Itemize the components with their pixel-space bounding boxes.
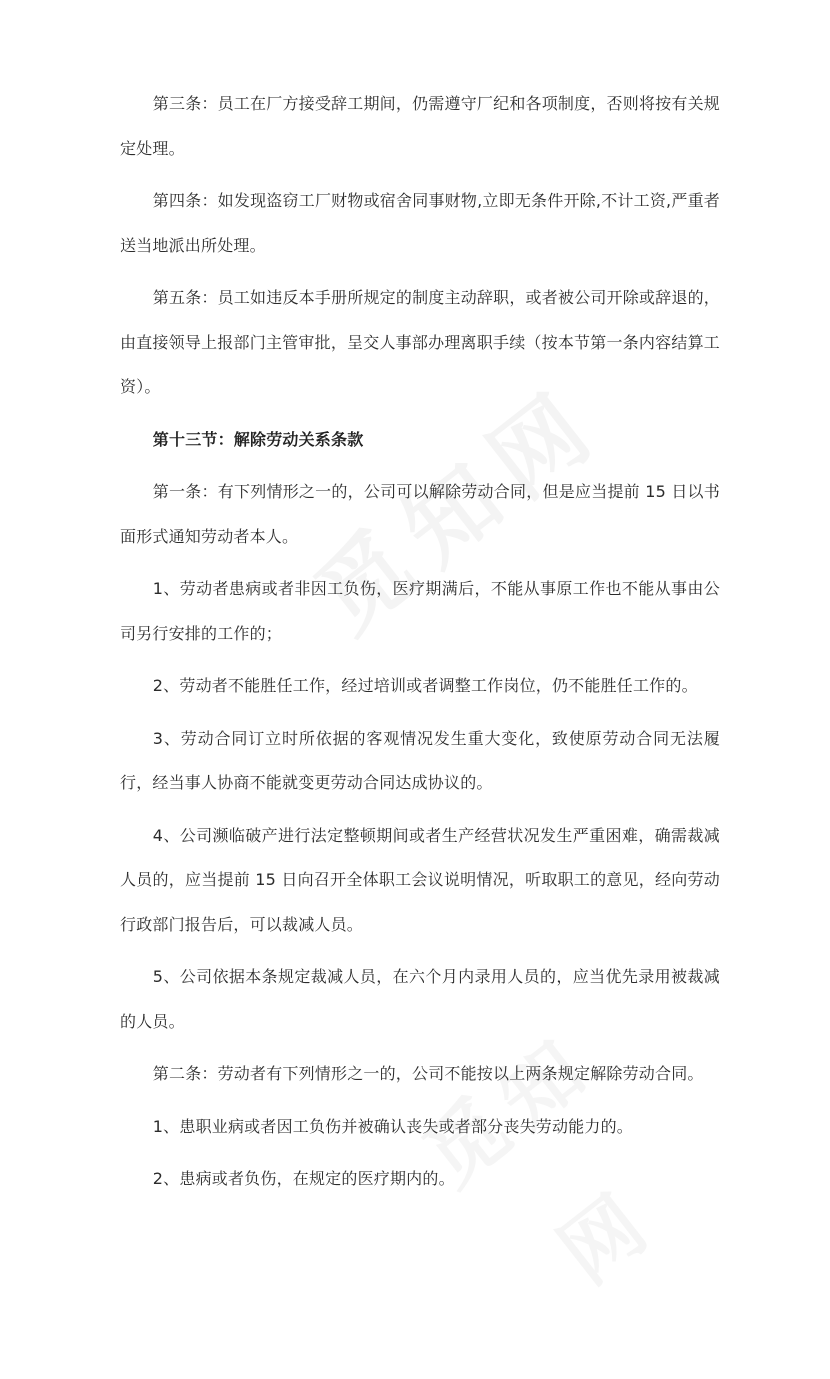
list-item-1: 1、劳动者患病或者非因工负伤，医疗期满后，不能从事原工作也不能从事由公司另行安排的工作的； <box>120 579 720 643</box>
article-2-list-item-2: 2、患病或者负伤，在规定的医疗期内的。 <box>152 1169 455 1188</box>
list-item-3: 3、劳动合同订立时所依据的客观情况发生重大变化，致使原劳动合同无法履行，经当事人协商不能就变更劳动合同达成协议的。 <box>120 728 720 792</box>
article-5-paragraph: 第五条：员工如违反本手册所规定的制度主动辞职，或者被公司开除或辞退的，由直接领导上报部门主管审批，呈交人事部办理离职手续（按本节第一条内容结算工资）。 <box>120 288 720 396</box>
section-13-article-1-paragraph: 第一条：有下列情形之一的，公司可以解除劳动合同，但是应当提前 15 日以书面形式通知劳动者本人。 <box>120 482 720 546</box>
list-item-4: 4、公司濒临破产进行法定整顿期间或者生产经营状况发生严重困难，确需裁减人员的，应当提前 15 日向召开全体职工会议说明情况，听取职工的意见，经向劳动行政部门报告后，可以裁减人员。 <box>120 825 720 934</box>
list-item-5: 5、公司依据本条规定裁减人员，在六个月内录用人员的，应当优先录用被裁减的人员。 <box>120 967 720 1031</box>
article-2-list-item-1: 1、患职业病或者因工负伤并被确认丧失或者部分丧失劳动能力的。 <box>152 1116 633 1136</box>
document-body <box>120 82 720 1210</box>
section-13-article-2-paragraph: 第二条：劳动者有下列情形之一的，公司不能按以上两条规定解除劳动合同。 <box>152 1064 704 1083</box>
section-13-heading: 第十三节：解除劳动关系条款 <box>152 429 364 449</box>
article-4-paragraph: 第四条：如发现盗窃工厂财物或宿舍同事财物,立即无条件开除,不计工资,严重者送当地派出所处理。 <box>120 191 720 255</box>
list-item-2: 2、劳动者不能胜任工作，经过培训或者调整工作岗位，仍不能胜任工作的。 <box>152 676 698 695</box>
article-3-paragraph: 第三条：员工在厂方接受辞工期间，仍需遵守厂纪和各项制度，否则将按有关规定处理。 <box>120 94 720 158</box>
